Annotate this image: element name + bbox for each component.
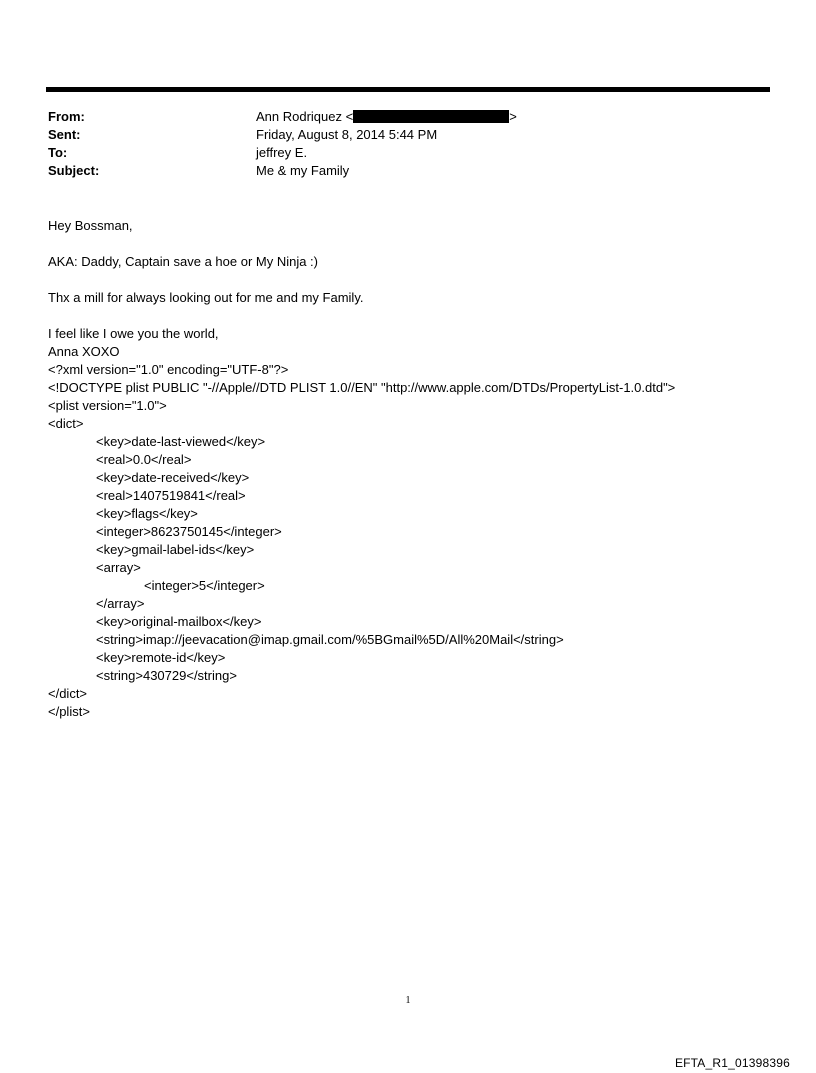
from-row (48, 108, 748, 126)
plist-line: <key>original-mailbox</key> (96, 614, 262, 629)
subject-label: Subject: (48, 163, 100, 178)
aka-line: AKA: Daddy, Captain save a hoe or My Ninja :) (48, 254, 318, 269)
plist-line: <real>0.0</real> (96, 452, 192, 467)
sent-label: Sent: (48, 127, 81, 142)
from-name: Ann Rodriquez < (256, 109, 354, 124)
plist-line: <integer>8623750145</integer> (96, 524, 282, 539)
thanks-line: Thx a mill for always looking out for me and my Family. (48, 290, 364, 305)
plist-line: <key>gmail-label-ids</key> (96, 542, 255, 557)
plist-close: </plist> (48, 704, 90, 719)
to-label: To: (48, 145, 68, 160)
closing-line: I feel like I owe you the world, (48, 326, 219, 341)
plist-line: <integer>5</integer> (144, 578, 265, 593)
dict-open: <dict> (48, 416, 84, 431)
from-value (256, 108, 748, 126)
plist-line: <string>imap://jeevacation@imap.gmail.com/%5BGmail%5D/All%20Mail</string> (96, 632, 564, 647)
xml-declaration: <?xml version="1.0" encoding="UTF-8"?> (48, 362, 289, 377)
signature: Anna XOXO (48, 344, 120, 359)
from-label: From: (48, 109, 85, 124)
header-rule (46, 87, 770, 92)
email-body (48, 217, 788, 721)
sent-value: Friday, August 8, 2014 5:44 PM (256, 127, 438, 142)
email-header (48, 108, 748, 180)
redaction-box (353, 110, 509, 123)
plist-line: </array> (96, 596, 145, 611)
plist-line: <key>flags</key> (96, 506, 198, 521)
from-close: > (509, 109, 517, 124)
greeting: Hey Bossman, (48, 218, 133, 233)
plist-line: <key>date-last-viewed</key> (96, 434, 266, 449)
sent-row (48, 126, 748, 144)
plist-line: <key>remote-id</key> (96, 650, 226, 665)
plist-line: <real>1407519841</real> (96, 488, 246, 503)
plist-line: <key>date-received</key> (96, 470, 250, 485)
subject-value: Me & my Family (256, 163, 350, 178)
dict-close: </dict> (48, 686, 88, 701)
plist-open: <plist version="1.0"> (48, 398, 167, 413)
subject-row (48, 162, 748, 180)
plist-line: <string>430729</string> (96, 668, 237, 683)
to-row (48, 144, 748, 162)
to-value: jeffrey E. (256, 145, 308, 160)
doctype-line: <!DOCTYPE plist PUBLIC "-//Apple//DTD PLIST 1.0//EN" "http://www.apple.com/DTDs/PropertyList-1.0.dtd"> (48, 380, 676, 395)
plist-line: <array> (96, 560, 141, 575)
document-id: EFTA_R1_01398396 (674, 1056, 790, 1070)
page-number: 1 (405, 995, 411, 1006)
